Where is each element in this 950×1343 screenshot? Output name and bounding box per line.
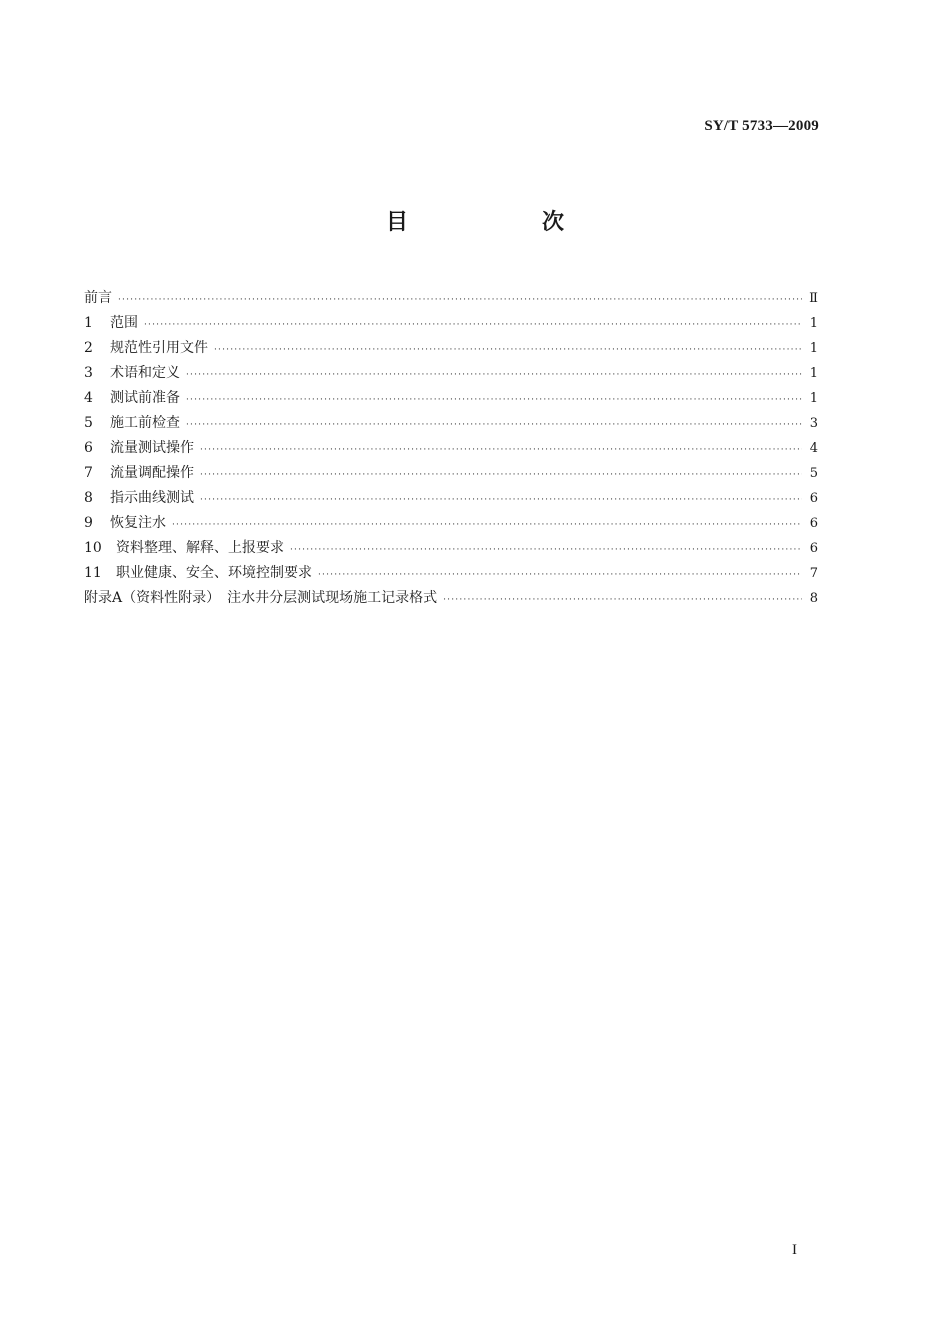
toc-entry-label: 规范性引用文件 [110, 340, 208, 356]
toc-entry-number: 9 [84, 515, 93, 531]
toc-entry-page: 1 [809, 366, 818, 381]
toc-entry-label: 指示曲线测试 [110, 490, 194, 506]
toc-leader-dots [200, 463, 802, 488]
toc-entry-label: 流量测试操作 [110, 440, 194, 456]
toc-entry-label: 职业健康、安全、环境控制要求 [116, 565, 312, 581]
toc-entry-page: 1 [809, 341, 818, 356]
toc-entry-label: 恢复注水 [110, 515, 166, 531]
toc-entry-label: 资料整理、解释、上报要求 [116, 540, 284, 556]
toc-entry-label: 测试前准备 [110, 390, 180, 406]
toc-leader-dots [443, 588, 802, 613]
toc-entry-5[interactable] [84, 411, 818, 436]
toc-leader-dots [118, 288, 802, 313]
toc-entry-preface[interactable] [84, 286, 818, 311]
standard-code: SY/T 5733—2009 [704, 118, 819, 134]
toc-leader-dots [200, 488, 802, 513]
toc-entry-11[interactable] [84, 561, 818, 586]
table-of-contents [84, 286, 818, 611]
toc-entry-3[interactable] [84, 361, 818, 386]
toc-leader-dots [172, 513, 802, 538]
toc-entry-page: 6 [809, 491, 818, 506]
toc-leader-dots [290, 538, 802, 563]
toc-leader-dots [186, 413, 802, 438]
toc-leader-dots [144, 313, 802, 338]
page-number: I [792, 1242, 797, 1258]
toc-entry-number: 10 [84, 540, 102, 556]
toc-entry-number: 11 [84, 565, 102, 581]
toc-entry-label: 附录A（资料性附录） 注水井分层测试现场施工记录格式 [84, 590, 438, 606]
toc-title: 目 次 [385, 210, 620, 235]
toc-leader-dots [186, 388, 802, 413]
toc-leader-dots [200, 438, 802, 463]
toc-entry-9[interactable] [84, 511, 818, 536]
toc-entry-number: 7 [84, 465, 93, 481]
toc-entry-number: 5 [84, 415, 93, 431]
toc-entry-page: 3 [809, 416, 818, 431]
toc-entry-page: 8 [809, 591, 818, 606]
toc-leader-dots [214, 338, 802, 363]
toc-entry-page: 5 [809, 466, 818, 481]
toc-entry-number: 2 [84, 340, 93, 356]
toc-entry-number: 4 [84, 390, 93, 406]
toc-entry-appendix-a[interactable] [84, 586, 818, 611]
toc-entry-number: 6 [84, 440, 93, 456]
toc-entry-page: 7 [809, 566, 818, 581]
toc-entry-4[interactable] [84, 386, 818, 411]
toc-entry-page: 1 [809, 391, 818, 406]
toc-entry-page: 6 [809, 541, 818, 556]
toc-entry-page: 1 [809, 316, 818, 331]
toc-entry-label: 前言 [84, 290, 112, 306]
toc-entry-label: 流量调配操作 [110, 465, 194, 481]
toc-entry-6[interactable] [84, 436, 818, 461]
toc-leader-dots [318, 563, 802, 588]
toc-entry-page: 4 [809, 441, 818, 456]
toc-leader-dots [186, 363, 802, 388]
toc-entry-number: 1 [84, 315, 93, 331]
toc-entry-8[interactable] [84, 486, 818, 511]
toc-entry-7[interactable] [84, 461, 818, 486]
toc-entry-label: 范围 [110, 315, 138, 331]
toc-entry-label: 施工前检查 [110, 415, 180, 431]
toc-entry-10[interactable] [84, 536, 818, 561]
toc-entry-page: 6 [809, 516, 818, 531]
toc-entry-number: 8 [84, 490, 93, 506]
toc-entry-1[interactable] [84, 311, 818, 336]
toc-entry-2[interactable] [84, 336, 818, 361]
toc-entry-page: Ⅱ [809, 291, 818, 306]
toc-entry-label: 术语和定义 [110, 365, 180, 381]
toc-entry-number: 3 [84, 365, 93, 381]
